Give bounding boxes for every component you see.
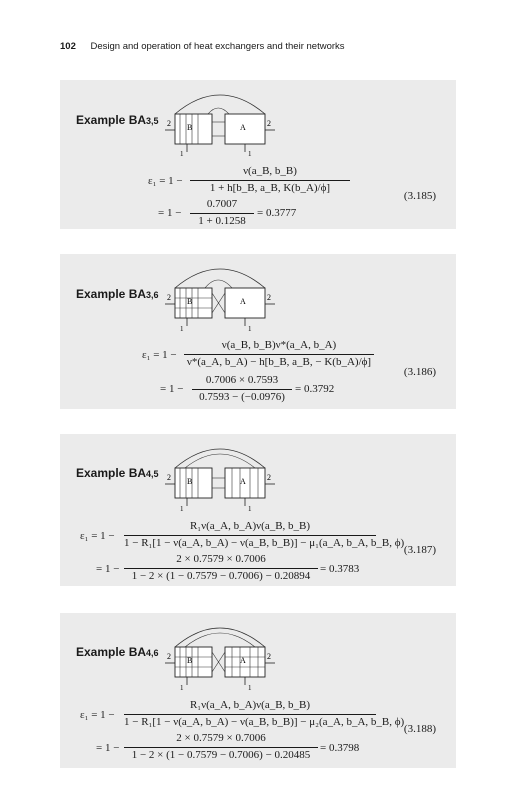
exchanger-diagram [160, 84, 280, 156]
equation-denominator: 1 + 0.1258 [198, 215, 246, 227]
equation-lhs: = 1 − [96, 742, 120, 754]
fraction-bar [124, 535, 376, 536]
equation-lhs-display: ε₁ = 1 − [80, 530, 115, 542]
svg-text:2: 2 [267, 293, 271, 302]
fraction-bar [190, 180, 350, 181]
svg-text:1: 1 [180, 325, 184, 332]
example-label: Example BA3,6 [76, 287, 159, 301]
equation-denominator: 1 − 2 × (1 − 0.7579 − 0.7006) − 0.20485 [131, 749, 311, 761]
fraction-bar [190, 213, 254, 214]
equation-numerator: ν(a_B, b_B) [243, 165, 297, 177]
svg-text:2: 2 [167, 652, 171, 661]
equation-number: (3.187) [403, 544, 436, 556]
equation-numerator: 2 × 0.7579 × 0.7006 [176, 553, 266, 565]
svg-text:1: 1 [180, 684, 184, 691]
svg-text:1: 1 [248, 505, 252, 512]
equation-denominator: 1 + h[b_B, a_B, K(b_A)/ϕ] [209, 182, 331, 194]
svg-text:2: 2 [267, 119, 271, 128]
fraction-bar [184, 354, 374, 355]
equation-numerator: 0.7006 × 0.7593 [205, 374, 279, 386]
equation-numerator: 0.7007 [206, 198, 238, 210]
equation-lhs-display: ε₁ = 1 − [80, 709, 115, 721]
fraction-bar [192, 389, 292, 390]
equation-result: = 0.3798 [320, 742, 360, 754]
equation-lhs: = 1 − [160, 383, 184, 395]
example-label: Example BA3,5 [76, 113, 159, 127]
equation-denominator: 1 − R₁[1 − ν(a_A, b_A) − ν(a_B, b_B)] − μ₂(a_A, b_A, b_B, ϕ) [124, 716, 405, 728]
svg-text:A: A [240, 656, 246, 665]
example-label: Example BA4,6 [76, 645, 159, 659]
equation-number: (3.188) [403, 723, 436, 735]
exchanger-diagram [160, 258, 280, 332]
example-box [60, 434, 456, 586]
fraction-bar [124, 714, 376, 715]
equation-number: (3.186) [403, 366, 436, 378]
equation-denominator: 1 − 2 × (1 − 0.7579 − 0.7006) − 0.20894 [131, 570, 311, 582]
equation-lhs: = 1 − [158, 207, 182, 219]
svg-text:2: 2 [167, 473, 171, 482]
svg-text:2: 2 [267, 473, 271, 482]
svg-text:2: 2 [167, 293, 171, 302]
equation-numerator: ν(a_B, b_B)ν*(a_A, b_A) [221, 339, 337, 351]
equation-denominator: 1 − R₁[1 − ν(a_A, b_A) − ν(a_B, b_B)] − μ₁(a_A, b_A, b_B, ϕ) [124, 537, 405, 549]
fraction-bar [124, 747, 318, 748]
svg-text:B: B [187, 123, 193, 132]
example-box [60, 254, 456, 409]
equation-result: = 0.3792 [295, 383, 335, 395]
exchanger-diagram [160, 617, 280, 691]
svg-text:A: A [240, 123, 246, 132]
equation-numerator: 2 × 0.7579 × 0.7006 [176, 732, 266, 744]
equation-denominator: ν*(a_A, b_A) − h[b_B, a_B, − K(b_A)/ϕ] [186, 356, 372, 368]
equation-number: (3.185) [403, 190, 436, 202]
equation-lhs: ε₁ = 1 − [148, 175, 183, 187]
svg-text:1: 1 [180, 505, 184, 512]
svg-text:1: 1 [248, 684, 252, 691]
svg-text:2: 2 [167, 119, 171, 128]
svg-text:1: 1 [180, 150, 184, 156]
equation-result: = 0.3777 [257, 207, 297, 219]
svg-text:B: B [187, 656, 193, 665]
svg-text:A: A [240, 477, 246, 486]
svg-text:A: A [240, 297, 246, 306]
example-label: Example BA4,5 [76, 466, 159, 480]
fraction-bar [124, 568, 318, 569]
running-header [60, 41, 345, 52]
example-box [60, 613, 456, 768]
equation-numerator: R₁ν(a_A, b_A)ν(a_B, b_B) [189, 520, 311, 532]
svg-text:B: B [187, 297, 193, 306]
header-title: Design and operation of heat exchangers and their networks [90, 41, 345, 52]
equation-lhs: ε₁ = 1 − [142, 349, 177, 361]
equation-denominator: 0.7593 − (−0.0976) [199, 391, 285, 403]
equation-result: = 0.3783 [320, 563, 360, 575]
svg-text:2: 2 [267, 652, 271, 661]
svg-text:1: 1 [248, 325, 252, 332]
equation-numerator: R₁ν(a_A, b_A)ν(a_B, b_B) [189, 699, 311, 711]
svg-text:1: 1 [248, 150, 252, 156]
example-box [60, 80, 456, 229]
svg-text:B: B [187, 477, 193, 486]
equation-lhs: = 1 − [96, 563, 120, 575]
page-number: 102 [60, 41, 76, 52]
exchanger-diagram [160, 438, 280, 512]
